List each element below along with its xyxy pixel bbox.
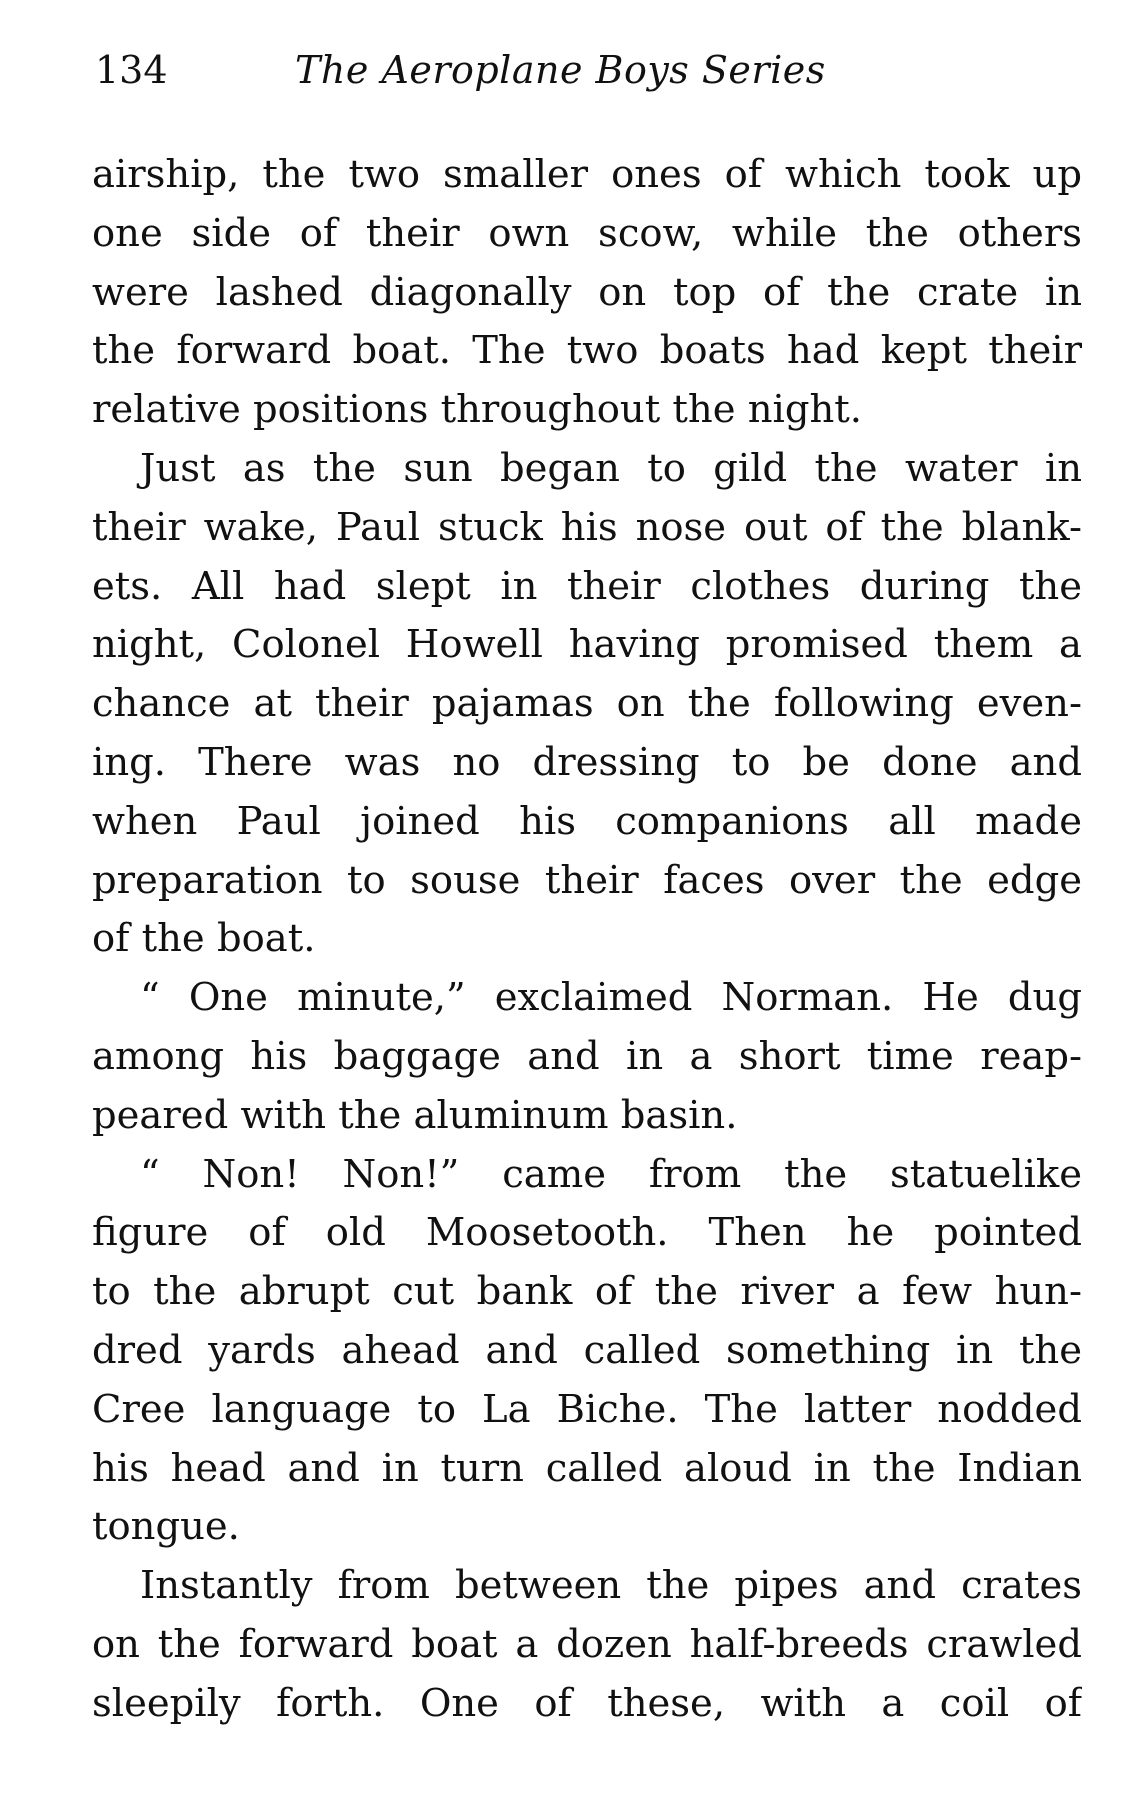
text-line: his head and in turn called aloud in the Indian — [92, 1445, 1082, 1491]
text-line: ets. All had slept in their clothes during the — [92, 563, 1082, 609]
text-line: airship, the two smaller ones of which took up — [92, 152, 1082, 197]
text-line: one side of their own scow, while the others — [92, 210, 1082, 256]
text-line: the forward boat. The two boats had kept their — [92, 328, 1082, 374]
running-title: The Aeroplane Boys Series — [295, 48, 826, 92]
text-line: Just as the sun began to gild the water in — [140, 445, 1082, 491]
text-line: peared with the aluminum basin. — [92, 1092, 738, 1138]
text-line: tongue. — [92, 1504, 240, 1550]
text-line: to the abrupt cut bank of the river a few hun- — [92, 1269, 1082, 1315]
text-line: among his baggage and in a short time reap- — [92, 1033, 1082, 1079]
body-text — [92, 146, 1082, 1734]
text-line: their wake, Paul stuck his nose out of the blank- — [92, 504, 1082, 550]
running-head — [95, 42, 1075, 98]
text-line: when Paul joined his companions all made — [92, 798, 1082, 844]
text-line: relative positions throughout the night. — [92, 387, 862, 433]
text-line: preparation to souse their faces over the edge — [92, 857, 1082, 903]
text-line: dred yards ahead and called something in the — [92, 1327, 1082, 1373]
text-line: night, Colonel Howell having promised them a — [92, 622, 1082, 668]
text-line: sleepily forth. One of these, with a coil of — [92, 1680, 1082, 1726]
text-line: figure of old Moosetooth. Then he pointed — [92, 1210, 1082, 1256]
text-line: of the boat. — [92, 916, 316, 962]
text-line: Instantly from between the pipes and crates — [140, 1563, 1082, 1609]
text-line: “ One minute,” exclaimed Norman. He dug — [140, 975, 1082, 1021]
text-line: chance at their pajamas on the following even- — [92, 681, 1082, 727]
page-number: 134 — [95, 48, 168, 92]
text-line: ing. There was no dressing to be done and — [92, 739, 1082, 785]
text-line: were lashed diagonally on top of the crate in — [92, 269, 1082, 315]
text-line: “ Non! Non!” came from the statuelike — [140, 1151, 1082, 1197]
text-line: on the forward boat a dozen half-breeds crawled — [92, 1621, 1082, 1667]
text-line: Cree language to La Biche. The latter nodded — [92, 1386, 1082, 1432]
